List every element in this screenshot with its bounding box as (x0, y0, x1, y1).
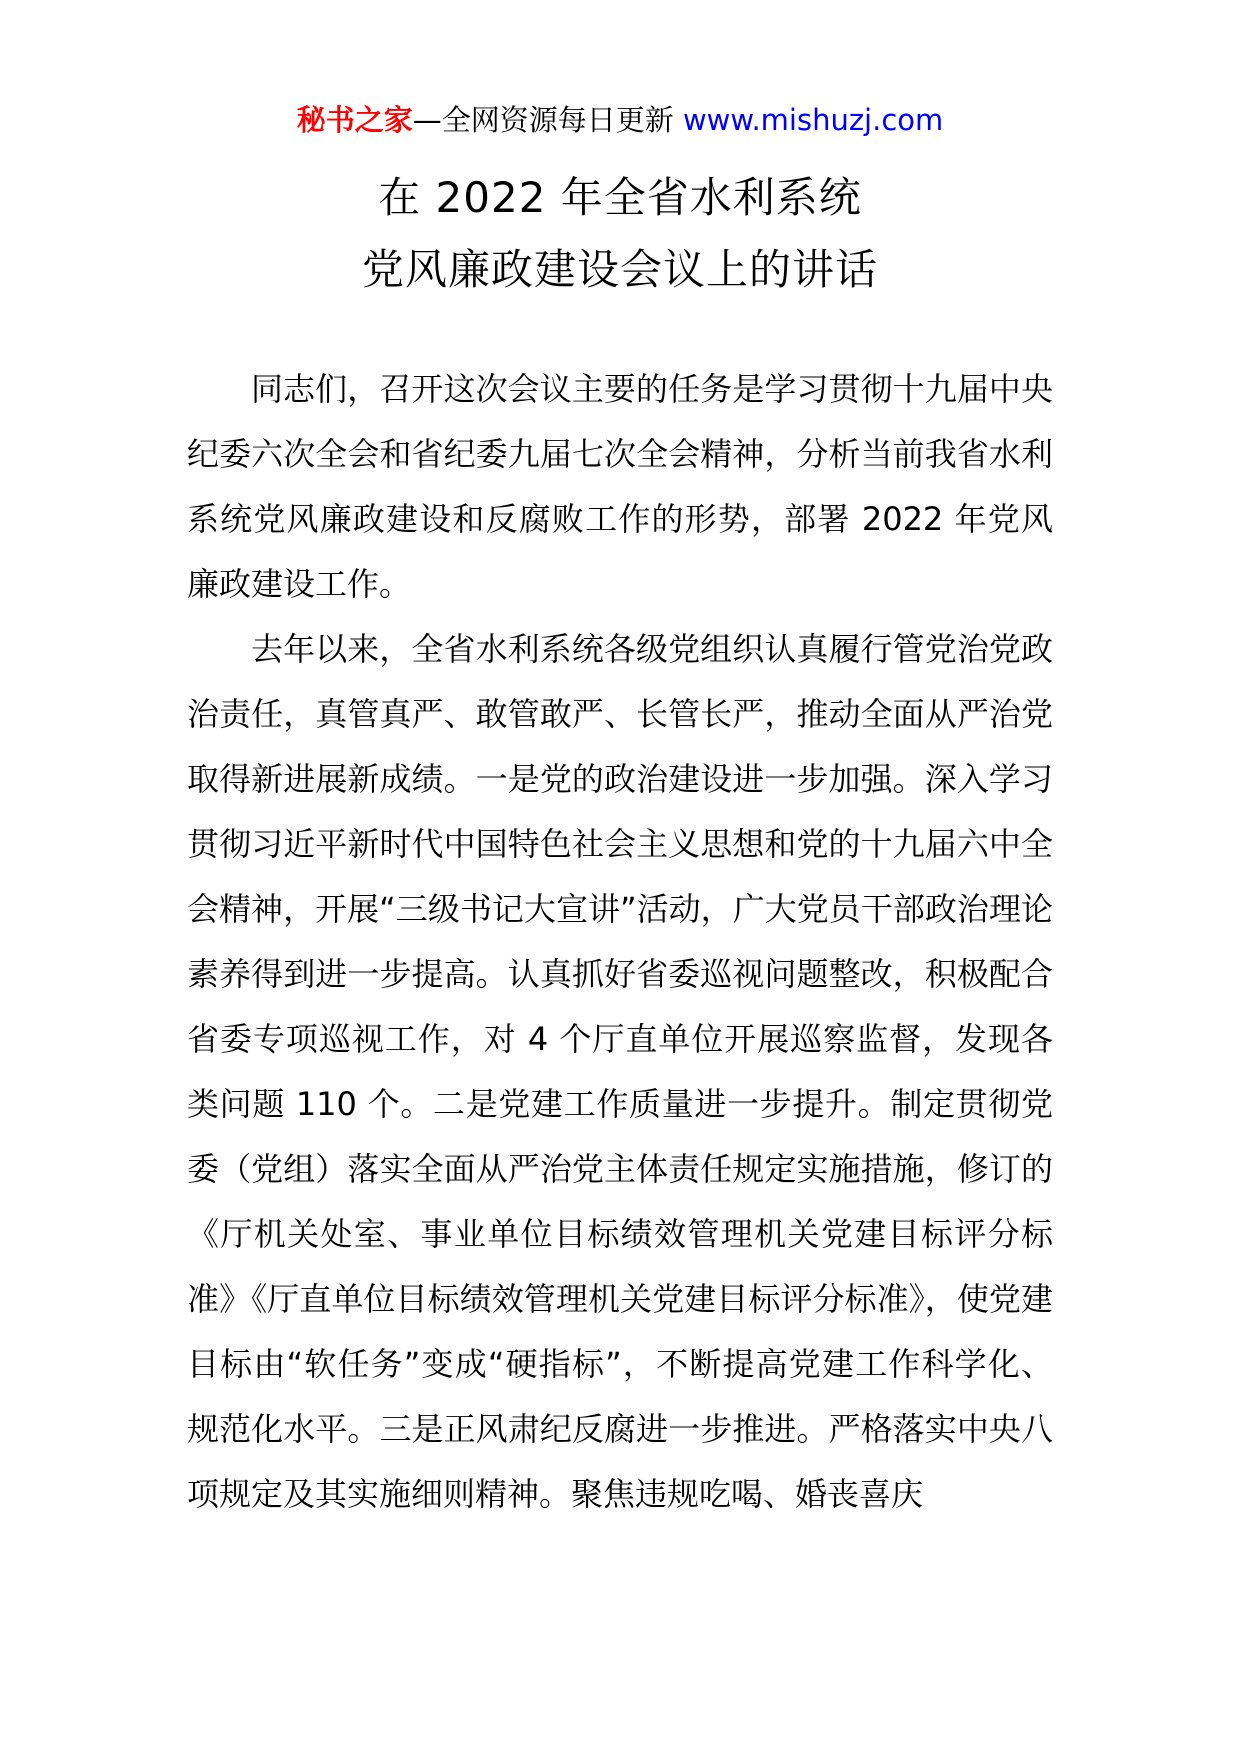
body-paragraph: 去年以来，全省水利系统各级党组织认真履行管党治党政治责任，真管真严、敢管敢严、长管长严，推动全面从严治党取得新进展新成绩。一是党的政治建设进一步加强。深入学习贯彻习近平新时代中国特色社会主义思想和党的十九届六中全会精神，开展“三级书记大宣讲”活动，广大党员干部政治理论素养得到进一步提高。认真抓好省委巡视问题整改，积极配合省委专项巡视工作，对 4 个厅直单位开展巡察监督，发现各类问题 110 个。二是党建工作质量进一步提升。制定贯彻党委（党组）落实全面从严治党主体责任规定实施措施，修订的《厅机关处室、事业单位目标绩效管理机关党建目标评分标准》《厅直单位目标绩效管理机关党建目标评分标准》，使党建目标由“软任务”变成“硬指标”，不断提高党建工作科学化、规范化水平。三是正风肃纪反腐进一步推进。严格落实中央八项规定及其实施细则精神。聚焦违规吃喝、婚丧喜庆 (187, 630, 1053, 1513)
site-tagline: —全网资源每日更新 (412, 103, 683, 137)
title-line-2: 党风廉政建设会议上的讲话 (361, 245, 878, 294)
document-title (0, 162, 1240, 306)
document-body (187, 357, 1053, 1527)
body-paragraph: 同志们，召开这次会议主要的任务是学习贯彻十九届中央纪委六次全会和省纪委九届七次全会精神，分析当前我省水利系统党风廉政建设和反腐败工作的形势，部署 2022 年党风廉政建设工作。 (187, 370, 1053, 603)
site-brand: 秘书之家 (296, 103, 413, 137)
site-header (0, 100, 1240, 140)
title-line-1: 在 2022 年全省水利系统 (378, 173, 862, 222)
site-url-link[interactable]: www.mishuzj.com (682, 103, 944, 137)
